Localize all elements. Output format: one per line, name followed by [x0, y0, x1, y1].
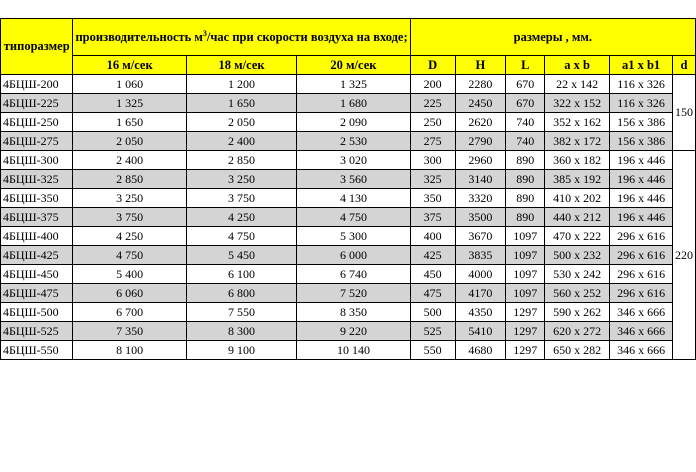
- table-row: [1, 265, 696, 284]
- header-d: d: [672, 56, 695, 75]
- value-cell: 4 250: [186, 208, 296, 227]
- value-cell: 2 050: [73, 132, 186, 151]
- model-cell: 4БЦШ-300: [1, 151, 73, 170]
- value-cell: 2 850: [73, 170, 186, 189]
- value-cell: 7 350: [73, 322, 186, 341]
- value-cell: 6 000: [297, 246, 410, 265]
- value-cell: 620 x 272: [545, 322, 610, 341]
- value-cell: 2 050: [186, 113, 296, 132]
- table-row: [1, 189, 696, 208]
- value-cell: 382 x 172: [545, 132, 610, 151]
- model-cell: 4БЦШ-325: [1, 170, 73, 189]
- value-cell: 425: [410, 246, 455, 265]
- value-cell: 352 x 162: [545, 113, 610, 132]
- value-cell: 4 750: [73, 246, 186, 265]
- value-cell: 2 850: [186, 151, 296, 170]
- value-cell: 8 300: [186, 322, 296, 341]
- table-row: [1, 284, 696, 303]
- value-cell: 2 090: [297, 113, 410, 132]
- header-speed-20: 20 м/сек: [297, 56, 410, 75]
- value-cell: 550: [410, 341, 455, 360]
- value-cell: 525: [410, 322, 455, 341]
- value-cell: 5 400: [73, 265, 186, 284]
- d-group-cell: 150: [672, 75, 695, 151]
- value-cell: 6 100: [186, 265, 296, 284]
- value-cell: 890: [506, 170, 545, 189]
- value-cell: 360 x 182: [545, 151, 610, 170]
- value-cell: 6 060: [73, 284, 186, 303]
- value-cell: 2450: [455, 94, 506, 113]
- d-group-cell: 220: [672, 151, 695, 360]
- value-cell: 296 x 616: [610, 246, 673, 265]
- table-row: [1, 227, 696, 246]
- value-cell: 1 200: [186, 75, 296, 94]
- value-cell: 530 x 242: [545, 265, 610, 284]
- value-cell: 22 x 142: [545, 75, 610, 94]
- value-cell: 116 x 326: [610, 75, 673, 94]
- value-cell: 3140: [455, 170, 506, 189]
- value-cell: 4680: [455, 341, 506, 360]
- value-cell: 1 325: [73, 94, 186, 113]
- value-cell: 1297: [506, 303, 545, 322]
- value-cell: 1297: [506, 341, 545, 360]
- model-cell: 4БЦШ-350: [1, 189, 73, 208]
- value-cell: 590 x 262: [545, 303, 610, 322]
- model-cell: 4БЦШ-200: [1, 75, 73, 94]
- table-row: [1, 132, 696, 151]
- value-cell: 9 220: [297, 322, 410, 341]
- value-cell: 3 250: [73, 189, 186, 208]
- value-cell: 2 400: [186, 132, 296, 151]
- spec-table: [0, 18, 696, 360]
- header-sizes: размеры , мм.: [410, 19, 695, 56]
- value-cell: 346 x 666: [610, 303, 673, 322]
- value-cell: 200: [410, 75, 455, 94]
- model-cell: 4БЦШ-275: [1, 132, 73, 151]
- value-cell: 2 400: [73, 151, 186, 170]
- model-cell: 4БЦШ-225: [1, 94, 73, 113]
- value-cell: 5 300: [297, 227, 410, 246]
- header-speed-16: 16 м/сек: [73, 56, 186, 75]
- value-cell: 250: [410, 113, 455, 132]
- value-cell: 890: [506, 189, 545, 208]
- value-cell: 4170: [455, 284, 506, 303]
- value-cell: 8 350: [297, 303, 410, 322]
- model-cell: 4БЦШ-550: [1, 341, 73, 360]
- value-cell: 196 x 446: [610, 170, 673, 189]
- value-cell: 440 x 212: [545, 208, 610, 227]
- value-cell: 3500: [455, 208, 506, 227]
- table-row: [1, 246, 696, 265]
- value-cell: 275: [410, 132, 455, 151]
- value-cell: 1 650: [73, 113, 186, 132]
- value-cell: 196 x 446: [610, 189, 673, 208]
- value-cell: 196 x 446: [610, 151, 673, 170]
- value-cell: 475: [410, 284, 455, 303]
- value-cell: 3 250: [186, 170, 296, 189]
- value-cell: 1097: [506, 284, 545, 303]
- value-cell: 500: [410, 303, 455, 322]
- value-cell: 116 x 326: [610, 94, 673, 113]
- value-cell: 350: [410, 189, 455, 208]
- value-cell: 740: [506, 113, 545, 132]
- value-cell: 296 x 616: [610, 284, 673, 303]
- value-cell: 4000: [455, 265, 506, 284]
- value-cell: 375: [410, 208, 455, 227]
- model-cell: 4БЦШ-500: [1, 303, 73, 322]
- value-cell: 3670: [455, 227, 506, 246]
- value-cell: 322 x 152: [545, 94, 610, 113]
- model-cell: 4БЦШ-250: [1, 113, 73, 132]
- value-cell: 225: [410, 94, 455, 113]
- value-cell: 3 020: [297, 151, 410, 170]
- value-cell: 4 130: [297, 189, 410, 208]
- table-body: [1, 75, 696, 360]
- value-cell: 4 750: [186, 227, 296, 246]
- value-cell: 5410: [455, 322, 506, 341]
- value-cell: 385 x 192: [545, 170, 610, 189]
- value-cell: 1 325: [297, 75, 410, 94]
- value-cell: 1097: [506, 227, 545, 246]
- value-cell: 890: [506, 208, 545, 227]
- value-cell: 6 800: [186, 284, 296, 303]
- header-axb: a x b: [545, 56, 610, 75]
- value-cell: 3 750: [73, 208, 186, 227]
- value-cell: 2790: [455, 132, 506, 151]
- header-capacity: производительность $м^3$/час при скорости воздуха на входе;: [73, 19, 410, 56]
- table-row: [1, 322, 696, 341]
- value-cell: 3 750: [186, 189, 296, 208]
- value-cell: 1 650: [186, 94, 296, 113]
- value-cell: 500 x 232: [545, 246, 610, 265]
- value-cell: 1097: [506, 246, 545, 265]
- value-cell: 2620: [455, 113, 506, 132]
- table-row: [1, 113, 696, 132]
- value-cell: 5 450: [186, 246, 296, 265]
- value-cell: 560 x 252: [545, 284, 610, 303]
- value-cell: 4 750: [297, 208, 410, 227]
- value-cell: 2960: [455, 151, 506, 170]
- model-cell: 4БЦШ-525: [1, 322, 73, 341]
- value-cell: 10 140: [297, 341, 410, 360]
- model-cell: 4БЦШ-475: [1, 284, 73, 303]
- table-row: [1, 94, 696, 113]
- value-cell: 650 x 282: [545, 341, 610, 360]
- value-cell: 6 700: [73, 303, 186, 322]
- value-cell: 890: [506, 151, 545, 170]
- value-cell: 296 x 616: [610, 227, 673, 246]
- value-cell: 296 x 616: [610, 265, 673, 284]
- value-cell: 670: [506, 75, 545, 94]
- value-cell: 1 680: [297, 94, 410, 113]
- value-cell: 1 060: [73, 75, 186, 94]
- value-cell: 156 x 386: [610, 113, 673, 132]
- value-cell: 300: [410, 151, 455, 170]
- value-cell: 4 250: [73, 227, 186, 246]
- value-cell: 2280: [455, 75, 506, 94]
- table-row: [1, 341, 696, 360]
- model-cell: 4БЦШ-375: [1, 208, 73, 227]
- model-cell: 4БЦШ-425: [1, 246, 73, 265]
- value-cell: 3320: [455, 189, 506, 208]
- value-cell: 325: [410, 170, 455, 189]
- value-cell: 740: [506, 132, 545, 151]
- header-H: H: [455, 56, 506, 75]
- value-cell: 4350: [455, 303, 506, 322]
- value-cell: 1097: [506, 265, 545, 284]
- value-cell: 7 520: [297, 284, 410, 303]
- table-row: [1, 303, 696, 322]
- header-a1xb1: a1 x b1: [610, 56, 673, 75]
- header-model: типоразмер: [1, 19, 73, 75]
- model-cell: 4БЦШ-400: [1, 227, 73, 246]
- value-cell: 8 100: [73, 341, 186, 360]
- value-cell: 2 530: [297, 132, 410, 151]
- model-cell: 4БЦШ-450: [1, 265, 73, 284]
- value-cell: 450: [410, 265, 455, 284]
- value-cell: 3835: [455, 246, 506, 265]
- header-speed-18: 18 м/сек: [186, 56, 296, 75]
- table-row: [1, 75, 696, 94]
- header-L: L: [506, 56, 545, 75]
- value-cell: 400: [410, 227, 455, 246]
- value-cell: 1297: [506, 322, 545, 341]
- value-cell: 410 x 202: [545, 189, 610, 208]
- table-row: [1, 170, 696, 189]
- value-cell: 346 x 666: [610, 341, 673, 360]
- value-cell: 9 100: [186, 341, 296, 360]
- header-D: D: [410, 56, 455, 75]
- value-cell: 196 x 446: [610, 208, 673, 227]
- value-cell: 6 740: [297, 265, 410, 284]
- value-cell: 670: [506, 94, 545, 113]
- table-row: [1, 151, 696, 170]
- value-cell: 7 550: [186, 303, 296, 322]
- value-cell: 346 x 666: [610, 322, 673, 341]
- value-cell: 470 x 222: [545, 227, 610, 246]
- table-row: [1, 208, 696, 227]
- value-cell: 156 x 386: [610, 132, 673, 151]
- value-cell: 3 560: [297, 170, 410, 189]
